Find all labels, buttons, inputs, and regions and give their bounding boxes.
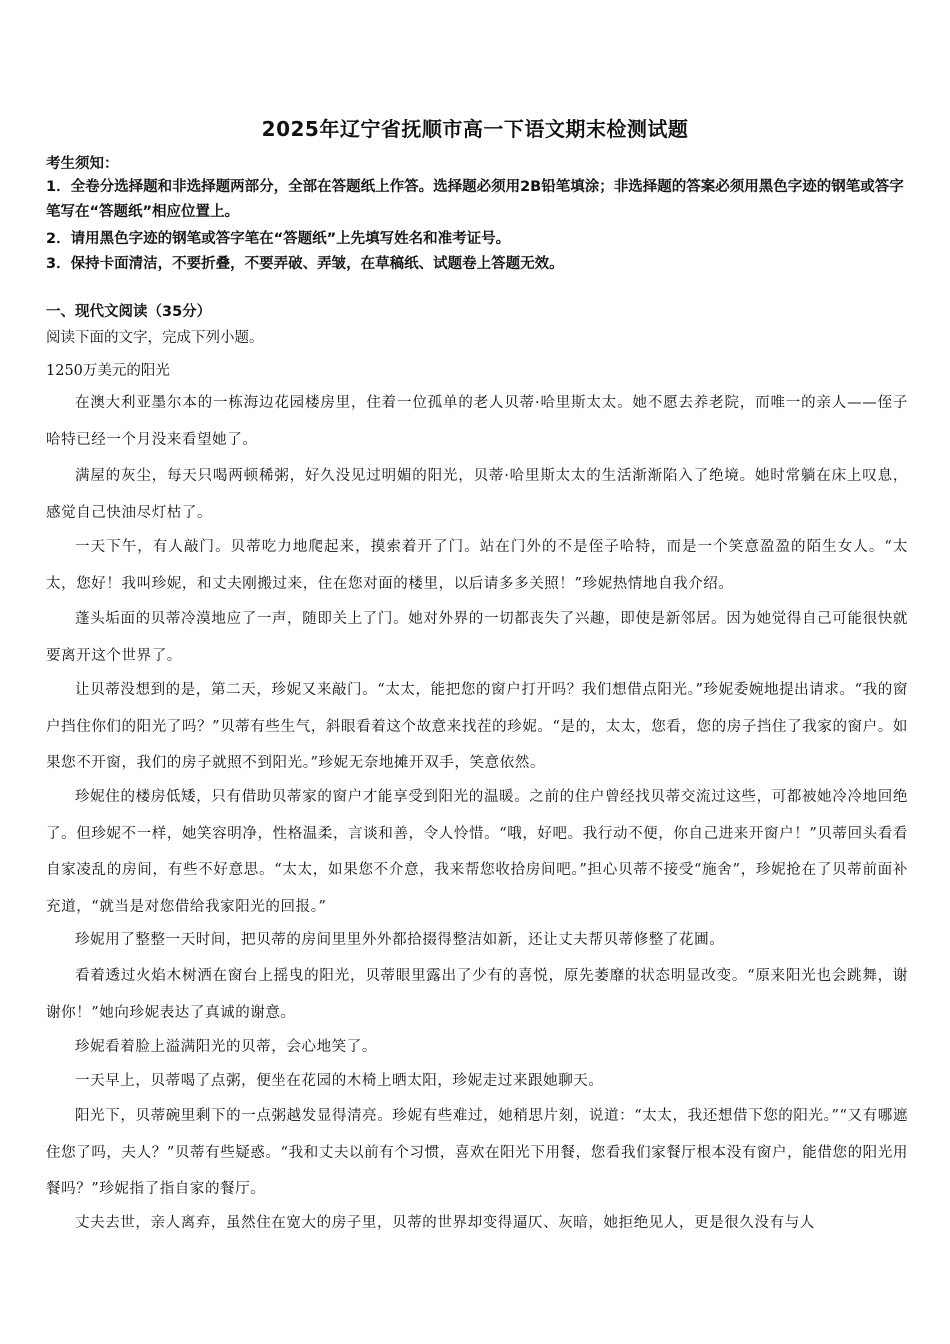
page-title: 2025年辽宁省抚顺市高一下语文期末检测试题 (261, 117, 689, 141)
paragraph-11: 阳光下，贝蒂碗里剩下的一点粥越发显得清亮。珍妮有些难过，她稍思片刻，说道：“太太，我还想借下您的阳光。”“又有哪遮住您了吗，夫人？”贝蒂有些疑惑。“我和丈夫以前有个习惯，喜欢在阳光下用餐，您看我们家餐厅根本没有窗户，能借您的阳光用餐吗？”珍妮指了指自家的餐厅。 (46, 1108, 908, 1198)
paragraph-10: 一天早上，贝蒂喝了点粥，便坐在花园的木椅上晒太阳，珍妮走过来跟她聊天。 (75, 1073, 604, 1089)
story-title: 1250万美元的阳光 (46, 363, 170, 379)
section-heading: 一、现代文阅读（35分） (46, 304, 212, 320)
notice-item-1: 1．全卷分选择题和非选择题两部分，全部在答题纸上作答。选择题必须用2B铅笔填涂；非选择题的答案必须用黑色字迹的钢笔或答字笔写在“答题纸”相应位置上。 (46, 179, 904, 220)
paragraph-2: 满屋的灰尘，每天只喝两顿稀粥，好久没见过明媚的阳光，贝蒂·哈里斯太太的生活渐渐陷入了绝境。她时常躺在床上叹息，感觉自己快油尽灯枯了。 (46, 468, 908, 521)
paragraph-12: 丈夫去世，亲人离弃，虽然住在宽大的房子里，贝蒂的世界却变得逼仄、灰暗，她拒绝见人，更是很久没有与人 (75, 1215, 815, 1231)
reading-instruction: 阅读下面的文字，完成下列小题。 (46, 330, 264, 346)
paragraph-5: 让贝蒂没想到的是，第二天，珍妮又来敲门。“太太，能把您的窗户打开吗？我们想借点阳光。”珍妮委婉地提出请求。“我的窗户挡住你们的阳光了吗？”贝蒂有些生气，斜眼看着这个故意来找茬的珍妮。“是的，太太，您看，您的房子挡住了我家的窗户。如果您不开窗，我们的房子就照不到阳光。”珍妮无奈地摊开双手，笑意依然。 (46, 682, 908, 772)
paragraph-6: 珍妮住的楼房低矮，只有借助贝蒂家的窗户才能享受到阳光的温暖。之前的住户曾经找贝蒂交流过这些，可都被她冷冷地回绝了。但珍妮不一样，她笑容明净，性格温柔，言谈和善，令人怜惜。“哦，好吧。我行动不便，你自己进来开窗户！”贝蒂回头看看自家凌乱的房间，有些不好意思。“太太，如果您不介意，我来帮您收拾房间吧。”担心贝蒂不接受“施舍”，珍妮抢在了贝蒂前面补充道，“就当是对您借给我家阳光的回报。” (46, 789, 908, 916)
notice-heading: 考生须知： (46, 156, 119, 172)
paragraph-3: 一天下午，有人敲门。贝蒂吃力地爬起来，摸索着开了门。站在门外的不是侄子哈特，而是一个笑意盈盈的陌生女人。“太太，您好！我叫珍妮，和丈夫刚搬过来，住在您对面的楼里，以后请多多关照！”珍妮热情地自我介绍。 (46, 539, 908, 592)
paragraph-4: 蓬头垢面的贝蒂冷漠地应了一声，随即关上了门。她对外界的一切都丧失了兴趣，即使是新邻居。因为她觉得自己可能很快就要离开这个世界了。 (46, 611, 908, 664)
paragraph-8: 看着透过火焰木树洒在窗台上摇曳的阳光，贝蒂眼里露出了少有的喜悦，原先萎靡的状态明显改变。“原来阳光也会跳舞，谢谢你！”她向珍妮表达了真诚的谢意。 (46, 968, 908, 1021)
paragraph-7: 珍妮用了整整一天时间，把贝蒂的房间里里外外都拾掇得整洁如新，还让丈夫帮贝蒂修整了花圃。 (75, 932, 725, 948)
notice-item-2: 2．请用黑色字迹的钢笔或答字笔在“答题纸”上先填写姓名和准考证号。 (46, 231, 511, 247)
paragraph-9: 珍妮看着脸上溢满阳光的贝蒂，会心地笑了。 (75, 1039, 377, 1055)
paragraph-1: 在澳大利亚墨尔本的一栋海边花园楼房里，住着一位孤单的老人贝蒂·哈里斯太太。她不愿去养老院，而唯一的亲人——侄子哈特已经一个月没来看望她了。 (46, 395, 908, 448)
notice-item-3: 3．保持卡面清洁，不要折叠，不要弄破、弄皱，在草稿纸、试题卷上答题无效。 (46, 256, 564, 272)
